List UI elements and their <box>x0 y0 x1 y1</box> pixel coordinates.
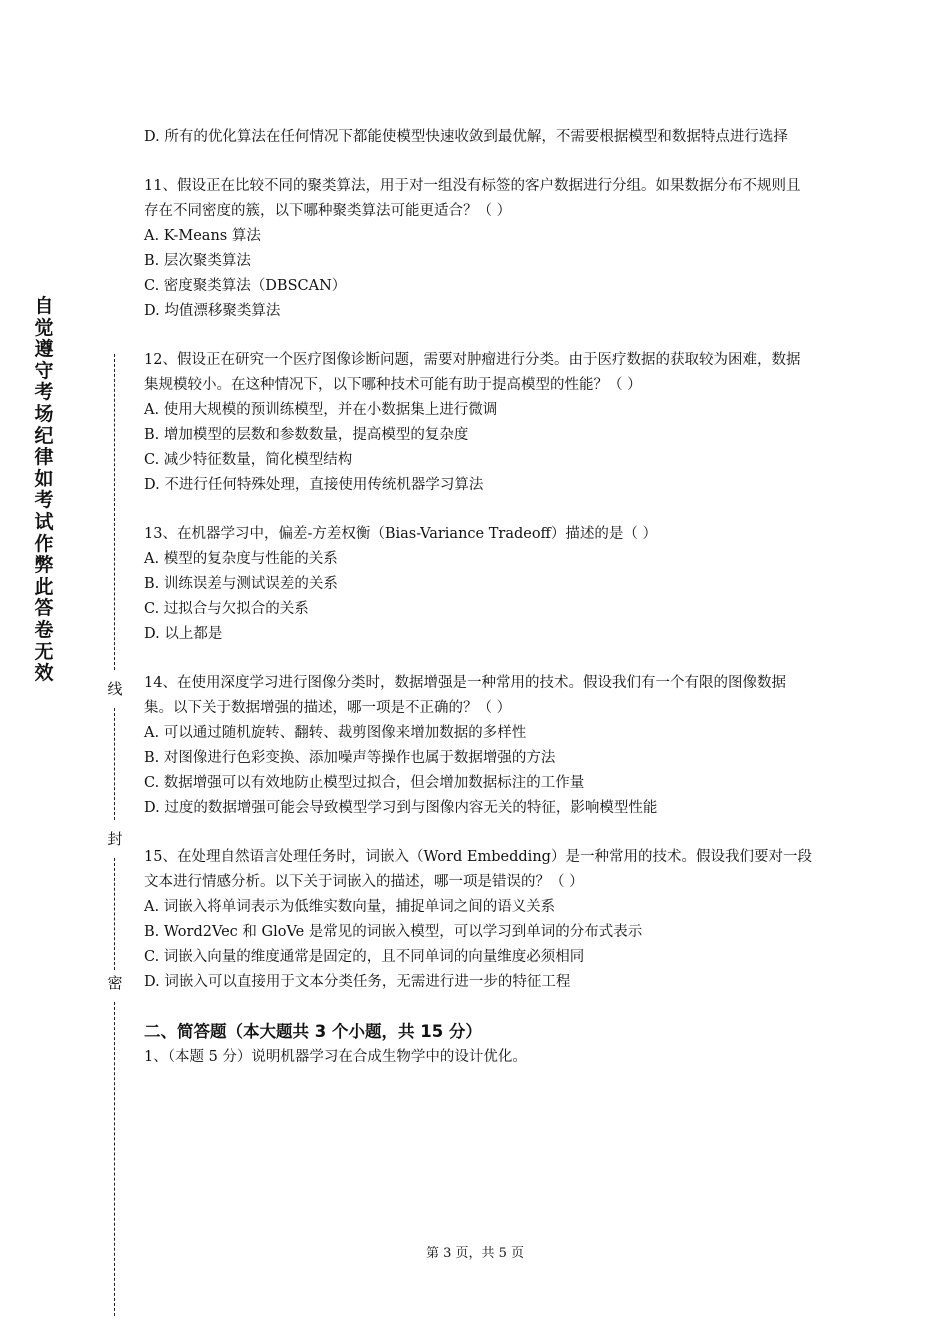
question-stem: 14、在使用深度学习进行图像分类时，数据增强是一种常用的技术。假设我们有一个有限的图像数据集。以下关于数据增强的描述，哪一项是不正确的？（ ） <box>144 675 786 716</box>
option-a: A. 使用大规模的预训练模型，并在小数据集上进行微调 <box>144 402 498 418</box>
option-b: B. 增加模型的层数和参数数量，提高模型的复杂度 <box>144 427 469 443</box>
option-b: B. 层次聚类算法 <box>144 253 251 269</box>
option-b: B. 对图像进行色彩变换、添加噪声等操作也属于数据增强的方法 <box>144 750 556 766</box>
question-12 <box>144 348 814 498</box>
binding-dashed-line <box>114 858 115 970</box>
option-c: C. 数据增强可以有效地防止模型过拟合，但会增加数据标注的工作量 <box>144 775 585 791</box>
binding-mark-seal: 封 <box>107 830 123 848</box>
question-stem: 12、假设正在研究一个医疗图像诊断问题，需要对肿瘤进行分类。由于医疗数据的获取较为困难，数据集规模较小。在这种情况下，以下哪种技术可能有助于提高模型的性能？（ ） <box>144 352 801 393</box>
option-c: C. 过拟合与欠拟合的关系 <box>144 601 309 617</box>
question-stem: 13、在机器学习中，偏差-方差权衡（Bias-Variance Tradeoff）描述的是（ ） <box>144 526 657 542</box>
option-d: D. 均值漂移聚类算法 <box>144 303 281 319</box>
section-title-short-answer: 二、简答题（本大题共 3 个小题，共 15 分） <box>144 1022 482 1041</box>
page-footer: 第 3 页，共 5 页 <box>425 1246 525 1261</box>
option-c: C. 密度聚类算法（DBSCAN） <box>144 278 347 294</box>
question-15 <box>144 845 814 995</box>
option-c: C. 词嵌入向量的维度通常是固定的，且不同单词的向量维度必须相同 <box>144 949 585 965</box>
binding-dashed-line <box>114 354 115 670</box>
binding-mark-close: 密 <box>107 974 123 992</box>
short-answer-question-1: 1、（本题 5 分）说明机器学习在合成生物学中的设计优化。 <box>144 1049 527 1065</box>
question-11 <box>144 174 814 324</box>
question-stem: 15、在处理自然语言处理任务时，词嵌入（Word Embedding）是一种常用的技术。假设我们要对一段文本进行情感分析。以下关于词嵌入的描述，哪一项是错误的？（ ） <box>144 849 812 890</box>
question-14 <box>144 671 814 821</box>
binding-dashed-line <box>114 1002 115 1316</box>
option-b: B. Word2Vec 和 GloVe 是常见的词嵌入模型，可以学习到单词的分布式表示 <box>144 924 643 940</box>
option-a: A. K-Means 算法 <box>144 228 261 244</box>
exam-discipline-warning: 自觉遵守考场纪律如考试作弊此答卷无效 <box>34 295 54 685</box>
option-a: A. 可以通过随机旋转、翻转、裁剪图像来增加数据的多样性 <box>144 725 527 741</box>
option-d: D. 词嵌入可以直接用于文本分类任务，无需进行进一步的特征工程 <box>144 974 571 990</box>
option-d: D. 所有的优化算法在任何情况下都能使模型快速收敛到最优解，不需要根据模型和数据特点进行选择 <box>144 129 788 145</box>
option-c: C. 减少特征数量，简化模型结构 <box>144 452 353 468</box>
exam-content <box>144 125 814 1070</box>
option-a: A. 词嵌入将单词表示为低维实数向量，捕捉单词之间的语义关系 <box>144 899 556 915</box>
option-a: A. 模型的复杂度与性能的关系 <box>144 551 338 567</box>
option-b: B. 训练误差与测试误差的关系 <box>144 576 338 592</box>
option-d: D. 以上都是 <box>144 626 223 642</box>
question-13 <box>144 522 814 647</box>
question-10-tail <box>144 125 814 150</box>
question-stem: 11、假设正在比较不同的聚类算法，用于对一组没有标签的客户数据进行分组。如果数据分布不规则且存在不同密度的簇，以下哪种聚类算法可能更适合？（ ） <box>144 178 801 219</box>
option-d: D. 过度的数据增强可能会导致模型学习到与图像内容无关的特征，影响模型性能 <box>144 800 658 816</box>
binding-dashed-line <box>114 708 115 820</box>
option-d: D. 不进行任何特殊处理，直接使用传统机器学习算法 <box>144 477 484 493</box>
binding-mark-line: 线 <box>107 680 123 698</box>
